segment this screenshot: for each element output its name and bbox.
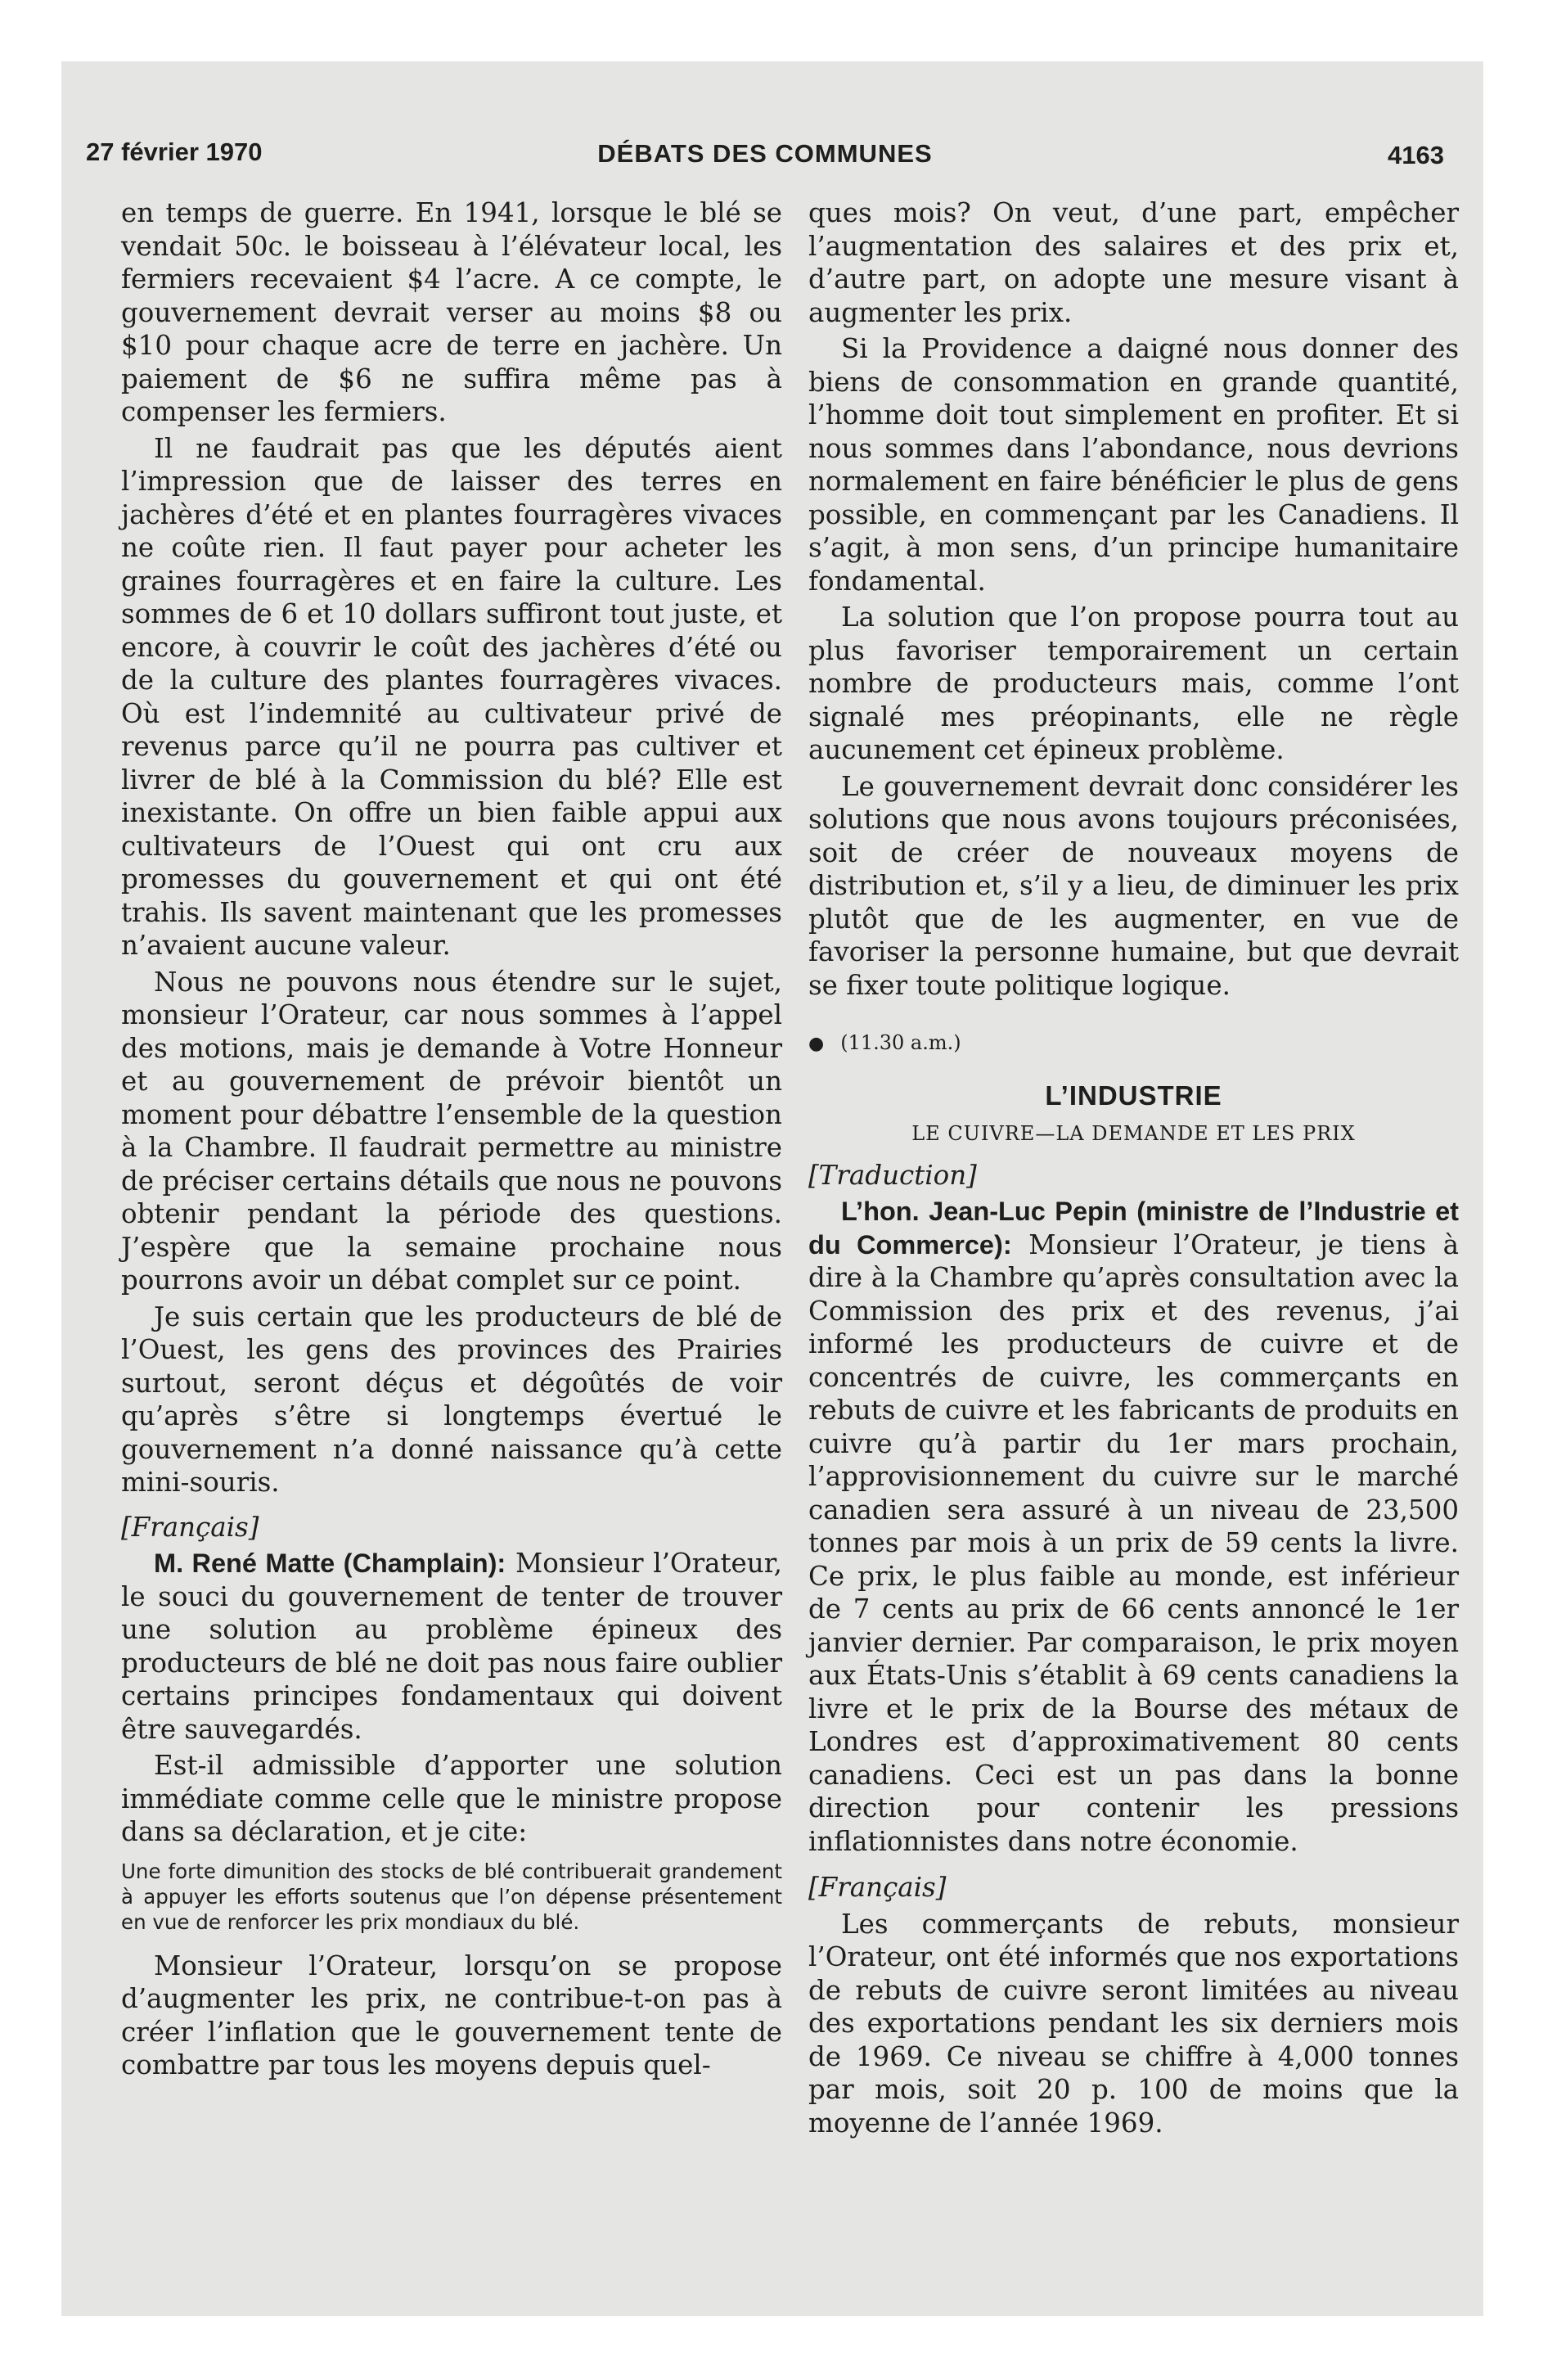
section-subtitle: LE CUIVRE—LA DEMANDE ET LES PRIX <box>911 1122 1356 1145</box>
left-column <box>121 196 782 2082</box>
speaker-name: L’hon. Jean-Luc Pepin (ministre de l’Industrie et du Commerce): <box>808 1197 1459 1260</box>
section-title: L’INDUSTRIE <box>1045 1080 1222 1111</box>
page-header <box>86 137 1444 174</box>
time-marker <box>808 1026 1459 1062</box>
paragraph: Monsieur l’Orateur, lorsqu’on se propose d’augmenter les prix, ne contribue-t-on pas à créer l’inflation que le gouvernement tente de combattre par tous les moyens depuis quel- <box>121 1950 782 2080</box>
language-label: [Français] <box>808 1872 947 1903</box>
bullet-icon: ● <box>808 1034 825 1054</box>
block-quote: Une forte dimunition des stocks de blé contribuerait grandement à appuyer les efforts soutenus que l’on dépense présentement en vue de renforcer les prix mondiaux du blé. <box>121 1859 782 1934</box>
paragraph: La solution que l’on propose pourra tout au plus favoriser temporairement un certain nombre de producteurs mais, comme l’ont signalé mes préopinants, elle ne règle aucunement cet épineux problème. <box>808 602 1459 765</box>
speech-text: Monsieur l’Orateur, le souci du gouvernement de tenter de trouver une solution au problème épineux des producteurs de blé ne doit pas nous faire oublier certains principes fondamentaux qui doivent être sauvegardés. <box>121 1548 783 1745</box>
paragraph: Le gouvernement devrait donc considérer les solutions que nous avons toujours préconisées, soit de créer de nouveaux moyens de distribution et, s’il y a lieu, de diminuer les prix plutôt que de les augmenter, en vue de favoriser la personne humaine, but que devrait se fixer toute politique logique. <box>808 770 1459 1001</box>
paragraph: Je suis certain que les producteurs de blé de l’Ouest, les gens des provinces des Prairies surtout, seront déçus et dégoûtés de voir qu’après s’être si longtemps évertué le gouvernement n’a donné naissance qu’à cette mini-souris. <box>121 1300 782 1498</box>
language-label: [Français] <box>121 1511 259 1543</box>
speaker-name: M. René Matte (Champlain): <box>154 1548 506 1578</box>
paragraph: Il ne faudrait pas que les députés aient l’impression que de laisser des terres en jachères d’été et en plantes fourragères vivaces ne coûte rien. Il faut payer pour acheter les graines fourragères et en faire la culture. Les sommes de 6 et 10 dollars suffiront tout juste, et encore, à couvrir le coût des jachères d’été ou de la culture des plantes fourragères vivaces. Où est l’indemnité au cultivateur privé de revenus parce qu’il ne pourra pas cultiver et livrer de blé à la Commission du blé? Elle est inexistante. On offre un bien faible appui aux cultivateurs de l’Ouest qui ont cru aux promesses du gouvernement et qui ont été trahis. Ils savent maintenant que les promesses n’avaient aucune valeur. <box>121 432 782 961</box>
speech-text: Monsieur l’Orateur, je tiens à dire à la Chambre qu’après consultation avec la Commission des prix et des revenus, j’ai informé les producteurs de cuivre et de concentrés de cuivre, les commerçants en rebuts de cuivre et les fabricants de produits en cuivre qu’à partir du 1er mars prochain, l’approvisionnement du cuivre sur le marché canadien sera assuré à un niveau de 23,500 tonnes par mois à un prix de 59 cents la livre. Ce prix, le plus faible au monde, est inférieur de 7 cents au prix de 66 cents annoncé le 1er janvier dernier. Par comparaison, le prix moyen aux États-Unis s’établit à 69 cents canadiens la livre et le prix de la Bourse des métaux de Londres est d’approximativement 80 cents canadiens. Ceci est un pas dans la bonne direction pour contenir les pressions inflationnistes dans notre économie. <box>808 1228 1460 1857</box>
translation-label: [Traduction] <box>808 1159 977 1191</box>
page-number: 4163 <box>1388 141 1444 169</box>
speech-paragraph <box>808 1195 1459 1858</box>
paragraph: Si la Providence a daigné nous donner des biens de consommation en grande quantité, l’homme doit tout simplement en profiter. Et si nous sommes dans l’abondance, nous devrions normalement en faire bénéficier le plus de gens possible, en commençant par les Canadiens. Il s’agit, à mon sens, d’un principe humanitaire fondamental. <box>808 333 1459 597</box>
paragraph: en temps de guerre. En 1941, lorsque le blé se vendait 50c. le boisseau à l’élévateur local, les fermiers recevaient $4 l’acre. A ce compte, le gouvernement devrait verser au moins $8 ou $10 pour chaque acre de terre en jachère. Un paiement de $6 ne suffira même pas à compenser les fermiers. <box>121 197 782 427</box>
paragraph: Est-il admissible d’apporter une solution immédiate comme celle que le ministre propose dans sa déclaration, et je cite: <box>121 1750 782 1847</box>
speech-paragraph <box>121 1547 782 1746</box>
paragraph: ques mois? On veut, d’une part, empêcher l’augmentation des salaires et des prix et, d’autre part, on adopte une mesure visant à augmenter les prix. <box>808 197 1459 328</box>
paragraph: Les commerçants de rebuts, monsieur l’Orateur, ont été informés que nos exportations de rebuts de cuivre seront limitées au niveau des exportations pendant les six derniers mois de 1969. Ce niveau se chiffre à 4,000 tonnes par mois, soit 20 p. 100 de moins que la moyenne de l’année 1969. <box>808 1908 1459 2139</box>
time-stamp: (11.30 a.m.) <box>840 1031 961 1054</box>
paragraph: Nous ne pouvons nous étendre sur le sujet, monsieur l’Orateur, car nous sommes à l’appel des motions, mais je demande à Votre Honneur et au gouvernement de prévoir bientôt un moment pour débattre l’ensemble de la question à la Chambre. Il faudrait permettre au ministre de préciser certains détails que nous ne pouvons obtenir pendant la période des questions. J’espère que la semaine prochaine nous pourrons avoir un débat complet sur ce point. <box>121 966 782 1296</box>
right-column <box>808 196 1459 2139</box>
header-title: DÉBATS DES COMMUNES <box>597 139 933 168</box>
header-date: 27 février 1970 <box>86 137 263 166</box>
